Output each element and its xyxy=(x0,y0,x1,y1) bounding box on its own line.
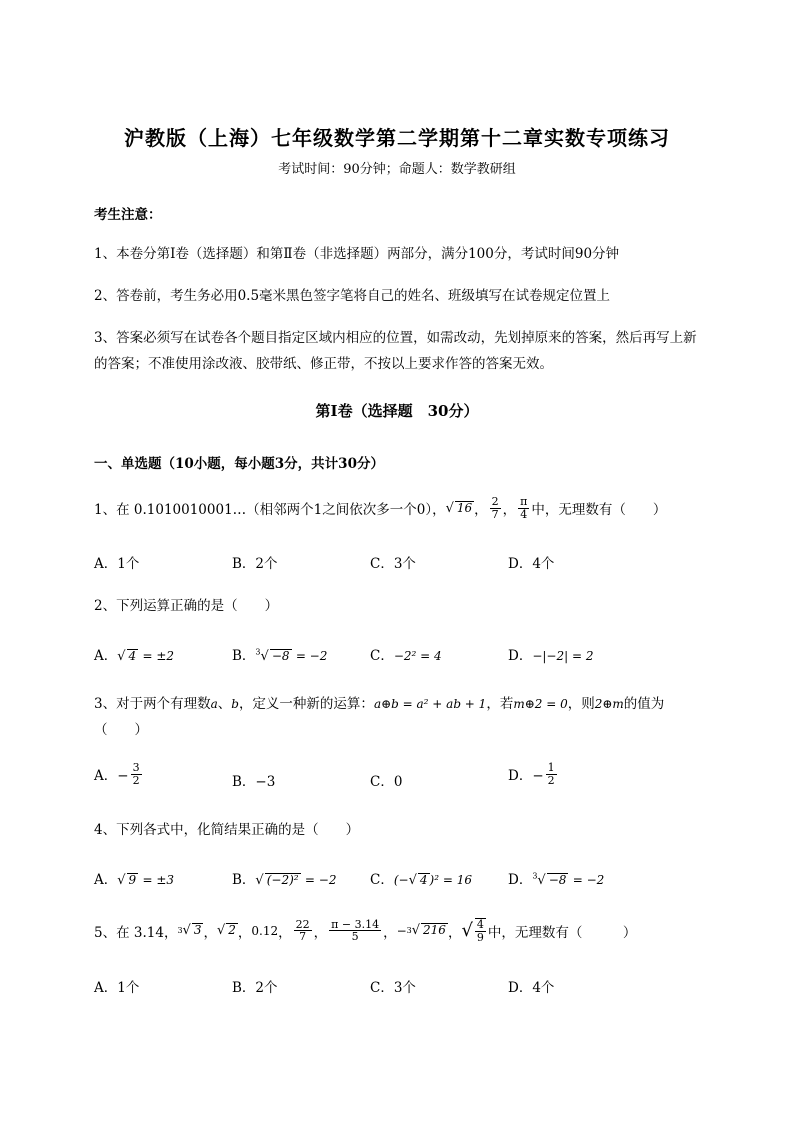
exam-info: 考试时间：90分钟；命题人：数学教研组 xyxy=(278,162,516,177)
q5-r1: 3 xyxy=(193,923,202,938)
q5-option-d[interactable]: D．4个 xyxy=(508,980,555,996)
question-3 xyxy=(94,692,664,712)
q5-f3-num: 4 xyxy=(476,918,484,931)
q5-option-b[interactable]: B．2个 xyxy=(232,980,278,996)
q5-suffix: 中，无理数有（ ） xyxy=(487,924,637,941)
q3-option-a[interactable] xyxy=(94,762,144,786)
q3-stem-2: ，定义一种新的运算： xyxy=(238,696,374,712)
sqrt-icon: √ xyxy=(216,923,226,939)
q2-c-label: C． xyxy=(370,648,394,664)
q3-a-frac xyxy=(131,762,142,786)
q4-b-label: B． xyxy=(232,872,256,888)
q2-option-c[interactable] xyxy=(370,644,442,664)
q5-f1-den: 7 xyxy=(299,930,307,944)
q2-c-expr: −2² = 4 xyxy=(393,649,442,663)
q5-r3-index: 3 xyxy=(406,926,412,936)
q3-option-d[interactable] xyxy=(508,762,559,786)
sqrt-icon: √ xyxy=(117,649,126,664)
q2-d-label: D． xyxy=(508,648,533,664)
q1-frac-2-num: π xyxy=(520,495,528,508)
q5-sep3: ， xyxy=(278,924,292,941)
q5-f2-num: π − 3.14 xyxy=(331,917,380,931)
q1-frac-2 xyxy=(518,496,529,520)
q1-frac-1-den: 7 xyxy=(491,507,499,521)
q2-d-expr: −|−2| = 2 xyxy=(532,649,594,663)
q3-option-b[interactable]: B．−3 xyxy=(232,774,276,790)
q1-option-a[interactable]: A．1个 xyxy=(94,556,140,572)
q5-sep1: ， xyxy=(203,924,217,941)
q3-definition: a⊕b = a² + ab + 1 xyxy=(373,697,487,711)
q3-a-num: 3 xyxy=(132,761,140,774)
q3-d-frac xyxy=(546,762,557,786)
q2-b-label: B． xyxy=(232,648,256,664)
question-5 xyxy=(94,918,636,943)
q5-f1-num: 22 xyxy=(295,917,310,931)
q3-var-a: a xyxy=(210,697,218,711)
q4-b-expr: = −2 xyxy=(304,873,337,887)
q4-c-label: C． xyxy=(370,872,394,888)
notice-item-1: 1、本卷分第I卷（选择题）和第Ⅱ卷（非选择题）两部分，满分100分，考试时间90分钟 xyxy=(94,246,620,262)
q3-condition: m⊕2 = 0 xyxy=(513,697,568,711)
q1-frac-1 xyxy=(490,496,501,520)
notice-heading: 考生注意： xyxy=(94,207,162,223)
q3-a-den: 2 xyxy=(132,773,140,787)
q4-d-radicand: −8 xyxy=(548,873,567,887)
q4-c-radicand: 4 xyxy=(419,873,428,887)
q4-option-a[interactable] xyxy=(94,868,174,888)
q5-r2: 2 xyxy=(228,923,236,938)
cube-root-icon: √ xyxy=(411,923,421,939)
q5-r3-sign: − xyxy=(396,923,407,938)
question-4: 4、下列各式中，化简结果正确的是（ ） xyxy=(94,822,360,838)
q1-option-b[interactable]: B．2个 xyxy=(232,556,278,572)
q5-option-a[interactable]: A．1个 xyxy=(94,980,140,996)
cube-root-icon: √ xyxy=(537,873,546,888)
q1-frac-1-num: 2 xyxy=(491,495,499,508)
sqrt-icon: √ xyxy=(408,873,417,888)
q2-option-b[interactable] xyxy=(232,644,327,664)
q3-d-den: 2 xyxy=(547,773,555,787)
page-title: 沪教版（上海）七年级数学第二学期第十二章实数专项练习 xyxy=(124,126,670,150)
q4-a-radicand: 9 xyxy=(128,873,137,887)
q3-var-b: b xyxy=(231,697,239,711)
q4-b-radicand: (−2)² xyxy=(266,873,299,887)
q4-a-expr: = ±3 xyxy=(142,873,175,887)
q5-frac-3 xyxy=(475,918,486,943)
q5-prefix: 5、在 3.14， xyxy=(94,924,178,941)
q5-r1-index: 3 xyxy=(177,926,183,936)
q5-frac-1 xyxy=(294,919,312,943)
sqrt-icon: √ xyxy=(445,500,454,516)
sqrt-icon: √ xyxy=(255,873,264,888)
q3-stem-3: ，若 xyxy=(486,696,514,712)
notice-item-2: 2、答卷前，考生务必用0.5毫米黑色签字笔将自己的姓名、班级填写在试卷规定位置上 xyxy=(94,288,611,304)
q4-a-label: A． xyxy=(94,872,118,888)
q4-c-expr: )² = 16 xyxy=(429,873,472,887)
q3-stem-4: ，则 xyxy=(567,696,595,712)
q5-sep2: ， xyxy=(237,924,252,941)
q5-sep5: ， xyxy=(383,924,397,941)
question-1 xyxy=(94,496,666,520)
q3-paren: （ ） xyxy=(94,722,148,738)
q4-d-expr: = −2 xyxy=(572,873,605,887)
section-heading: 一、单选题（10小题，每小题3分，共计30分） xyxy=(94,456,384,472)
q2-a-radicand: 4 xyxy=(128,649,137,663)
q5-frac-2 xyxy=(329,919,381,943)
q3-ask: 2⊕m xyxy=(594,697,624,711)
cube-root-icon: √ xyxy=(260,649,269,664)
q1-frac-2-den: 4 xyxy=(520,507,528,521)
q1-prefix: 1、在 0.1010010001…（相邻两个1之间依次多一个0）， xyxy=(94,502,446,519)
q5-sep4: ， xyxy=(313,924,328,941)
q4-d-label: D． xyxy=(508,872,533,888)
sqrt-icon: √ xyxy=(461,920,473,942)
q3-stem-1: 3、对于两个有理数 xyxy=(94,696,211,712)
q1-option-c[interactable]: C．3个 xyxy=(370,556,416,572)
q5-f2-den: 5 xyxy=(351,930,359,944)
q4-option-b[interactable] xyxy=(232,868,336,888)
q2-b-index: 3 xyxy=(255,647,261,657)
q2-b-radicand: −8 xyxy=(271,649,290,663)
q2-option-d[interactable] xyxy=(508,644,593,664)
q1-sep2: ， xyxy=(502,502,517,519)
part-one-title: 第I卷（选择题 30分） xyxy=(315,402,479,420)
q5-option-c[interactable]: C．3个 xyxy=(370,980,416,996)
question-2: 2、下列运算正确的是（ ） xyxy=(94,598,279,614)
q1-suffix: 中，无理数有（ ） xyxy=(531,502,667,519)
q3-sep: 、 xyxy=(217,696,232,712)
cube-root-icon: √ xyxy=(182,923,191,939)
q2-a-label: A． xyxy=(94,648,118,664)
q3-d-num: 1 xyxy=(547,761,555,774)
q3-option-c[interactable]: C．0 xyxy=(370,774,403,790)
q1-option-d[interactable]: D．4个 xyxy=(508,556,555,572)
q5-repeating-decimal: 0.12 xyxy=(251,923,279,938)
notice-item-3-cont: 的答案；不准使用涂改液、胶带纸、修正带，不按以上要求作答的答案无效。 xyxy=(94,356,553,372)
q4-option-d[interactable] xyxy=(508,868,604,888)
q3-stem-5: 的值为 xyxy=(623,696,665,712)
q2-b-expr: = −2 xyxy=(295,649,328,663)
q4-d-index: 3 xyxy=(532,871,538,881)
q4-c-pre: (− xyxy=(393,873,409,887)
q2-a-expr: = ±2 xyxy=(142,649,175,663)
notice-item-3: 3、答案必须写在试卷各个题目指定区域内相应的位置，如需改动，先划掉原来的答案，然后再写上新 xyxy=(94,330,697,346)
q1-sep1: ， xyxy=(474,502,488,519)
q1-sqrt: 16 xyxy=(456,500,473,515)
q5-sep6: ， xyxy=(447,924,462,941)
q4-option-c[interactable] xyxy=(370,868,472,888)
q5-f3-den: 9 xyxy=(476,930,484,944)
q3-a-label: A．− xyxy=(94,768,129,785)
q5-r3: 216 xyxy=(423,923,446,938)
q2-option-a[interactable] xyxy=(94,644,174,664)
sqrt-icon: √ xyxy=(117,873,126,888)
q3-d-label: D．− xyxy=(508,768,544,785)
